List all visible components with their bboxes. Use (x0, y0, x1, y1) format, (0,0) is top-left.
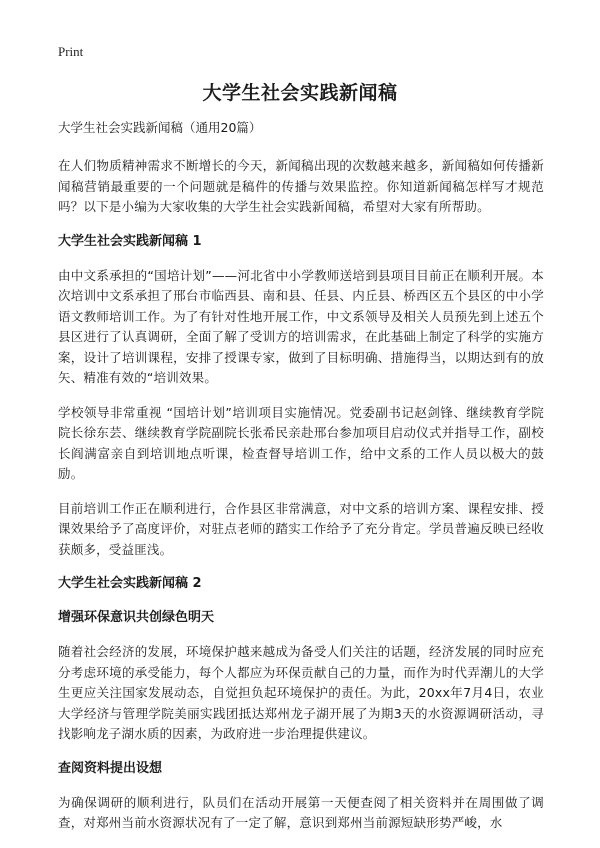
section2-subheading-2: 查阅资料提出设想 (58, 760, 163, 776)
page-title: 大学生社会实践新闻稿 (202, 82, 398, 104)
section2-paragraph-1: 随着社会经济的发展，环境保护越来越成为备受人们关注的话题，经济发展的同时应充分考虑环境的承受能力，每个人都应为环保贡献自己的力量，而作为时代弄潮儿的大学生更应关注国家发展动态，自觉担负起环境保护的责任。为此，20xx年7月4日，农业大学经济与管理学院美丽实践团抵达郑州龙子湖开展了为期3天的水资源调研活动，寻找影响龙子湖水质的因素，为政府进一步治理提供建议。 (58, 644, 544, 741)
section1-paragraph-1: 由中文系承担的“国培计划”——河北省中小学教师送培到县项目目前正在顺利开展。本次培训中文系承担了邢台市临西县、南和县、任县、内丘县、桥西区五个县区的中小学语文教师培训工作。为了有针对性地开展工作，中文系领导及相关人员预先到上述五个县区进行了认真调研，全面了解了受训方的培训需求，在此基础上制定了科学的实施方案，设计了培训课程，安排了授课专家，做到了目标明确、措施得当，以期达到有的放矢、精准有效的“培训效果。 (58, 267, 544, 385)
section-heading-2: 大学生社会实践新闻稿 2 (58, 576, 202, 591)
intro-paragraph: 在人们物质精神需求不断增长的今天，新闻稿出现的次数越来越多，新闻稿如何传播新闻稿营销最重要的一个问题就是稿件的传播与效果监控。你知道新闻稿怎样写才规范吗？以下是小编为大家收集的大学生社会实践新闻稿，希望对大家有所帮助。 (58, 158, 544, 214)
section2-paragraph-2: 为确保调研的顺利进行，队员们在活动开展第一天便查阅了相关资料并在周围做了调查，对郑州当前水资源状况有了一定了解，意识到郑州当前源短缺形势严峻，水 (58, 794, 544, 830)
section1-paragraph-3: 目前培训工作正在顺利进行，合作县区非常满意，对中文系的培训方案、课程安排、授课效果给予了高度评价，对驻点老师的踏实工作给予了充分肯定。学员普遍反映已经收获颇多，受益匪浅。 (58, 500, 544, 557)
document-body (58, 118, 544, 848)
section1-paragraph-2: 学校领导非常重视 “国培计划”培训项目实施情况。党委副书记赵剑锋、继续教育学院院长徐东芸、继续教育学院副院长张希民亲赴邢台参加项目启动仪式并指导工作，副校长阎满富亲自到培训地点听课，检查督导培训工作，给中文系的工作人员以极大的鼓励。 (58, 404, 544, 481)
section2-subheading-1: 增强环保意识共创绿色明天 (58, 610, 215, 625)
document-subtitle: 大学生社会实践新闻稿（通用20篇） (58, 120, 262, 135)
print-link[interactable]: Print (58, 44, 84, 59)
section-heading-1: 大学生社会实践新闻稿 1 (58, 233, 202, 249)
